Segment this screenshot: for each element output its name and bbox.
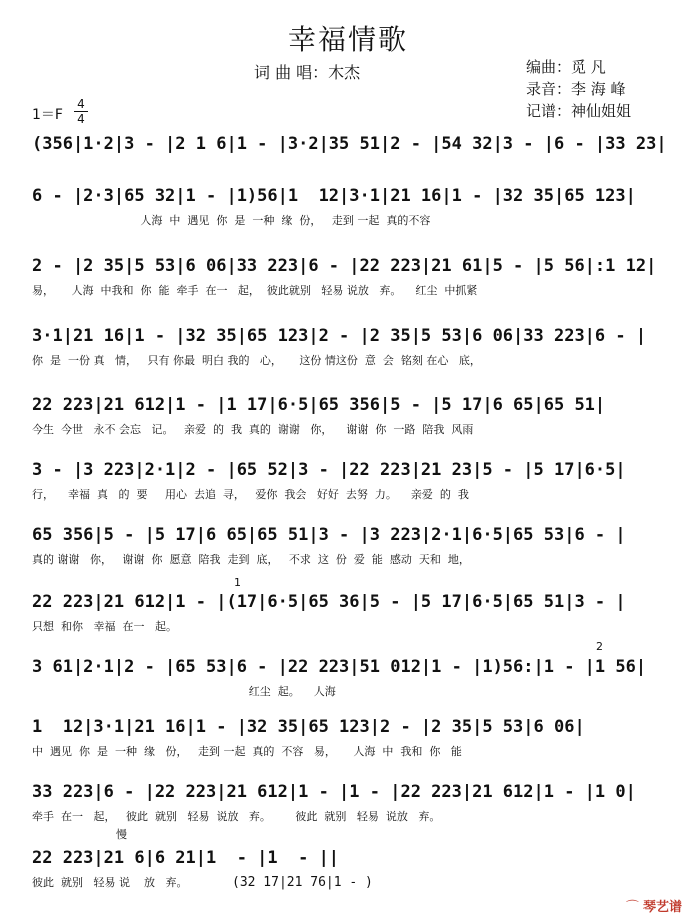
slow-mark: 慢	[116, 828, 127, 841]
notes-line: 3·1|21 16|1 - |32 35|65 123|2 - |2 35|5 53|6 06|33 223|6 - |	[32, 326, 647, 346]
score-row	[32, 460, 662, 502]
score-row	[32, 186, 662, 228]
notes-line: 2 - |2 35|5 53|6 06|33 223|6 - |22 223|21 61|5 - |5 56|:1 12|	[32, 256, 657, 276]
score-row	[32, 592, 662, 634]
lyrics-line: 你 是 一份 真 情， 只有 你最 明白 我的 心， 这份 情这份 意 会 铭刻 在心 底，	[32, 354, 481, 367]
logo-text: 琴艺谱	[642, 900, 682, 915]
notes-line: 6 - |2·3|65 32|1 - |1)56|1 12|3·1|21 16|1 - |32 35|65 123|	[32, 186, 636, 206]
score-row	[32, 326, 662, 368]
lyrics-line: 人海 中 遇见 你 是 一种 缘 份， 走到 一起 真的不容	[32, 214, 431, 227]
score-row	[32, 717, 662, 759]
score-row	[32, 256, 662, 298]
logo-icon: ⌒	[625, 900, 639, 915]
lyrics-line: 今生 今世 永不 会忘 记。 亲爱 的 我 真的 谢谢 你， 谢谢 你 一路 陪我 风雨	[32, 423, 474, 436]
notes-line: 22 223|21 612|1 - |(17|6·5|65 36|5 - |5 17|6·5|65 51|3 - |	[32, 592, 626, 612]
credits-block	[526, 56, 631, 122]
lyrics-line: 红尘 起。 人海	[32, 685, 336, 698]
site-logo	[626, 896, 682, 915]
notes-line: 22 223|21 6|6 21|1 - |1 - ||	[32, 848, 340, 868]
notes-line: (356|1·2|3 - |2 1 6|1 - |3·2|35 51|2 - |54 32|3 - |6 - |33 23|	[32, 134, 667, 154]
notes-line: 3 61|2·1|2 - |65 53|6 - |22 223|51 012|1 - |1)56:|1 - |1 56|	[32, 657, 647, 677]
lyrics-line: 只想 和你 幸福 在一 起。	[32, 620, 177, 633]
lyricist-credit: 词 曲 唱：木杰	[254, 63, 361, 82]
lyrics-line: 彼此 就别 轻易 说 放 弃。	[32, 876, 188, 889]
notes-line: 3 - |3 223|2·1|2 - |65 52|3 - |22 223|21 23|5 - |5 17|6·5|	[32, 460, 626, 480]
time-signature	[74, 98, 88, 125]
tail-notes: (32 17|21 76|1 - )	[232, 875, 373, 890]
lyrics-line: 行， 幸福 真 的 要 用心 去追 寻， 爱你 我会 好好 去努 力。 亲爱 的 我	[32, 488, 469, 501]
arranger-credit: 编曲：觅 凡	[526, 58, 606, 76]
page-title: 幸福情歌	[287, 23, 408, 56]
lyrics-line: 易， 人海 中我和 你 能 牵手 在一 起， 彼此就别 轻易 说放 弃。 红尘 中抓紧	[32, 284, 478, 297]
lyrics-line: 牵手 在一 起， 彼此 就别 轻易 说放 弃。 彼此 就别 轻易 说放 弃。	[32, 810, 441, 823]
score-row	[32, 134, 667, 160]
time-top: 4	[77, 97, 85, 111]
notes-line: 22 223|21 612|1 - |1 17|6·5|65 356|5 - |5 17|6 65|65 51|	[32, 395, 606, 415]
time-bottom: 4	[77, 112, 85, 126]
transcriber-credit: 记谱：神仙姐姐	[526, 102, 632, 120]
score-row	[32, 395, 662, 437]
recording-credit: 录音：李 海 峰	[526, 80, 626, 98]
lyrics-line: 真的 谢谢 你， 谢谢 你 愿意 陪我 走到 底， 不求 这 份 爱 能 感动 天和 地，	[32, 553, 470, 566]
volta-1-mark: 1	[234, 576, 241, 589]
score-row	[32, 657, 662, 699]
notes-line: 33 223|6 - |22 223|21 612|1 - |1 - |22 223|21 612|1 - |1 0|	[32, 782, 636, 802]
volta-2-mark: 2	[596, 640, 603, 653]
key-signature: 1＝F	[32, 107, 63, 123]
notes-line: 65 356|5 - |5 17|6 65|65 51|3 - |3 223|2·1|6·5|65 53|6 - |	[32, 525, 626, 545]
score-row	[32, 782, 662, 824]
notes-line: 1 12|3·1|21 16|1 - |32 35|65 123|2 - |2 35|5 53|6 06|	[32, 717, 585, 737]
lyrics-line: 中 遇见 你 是 一种 缘 份， 走到 一起 真的 不容 易， 人海 中 我和 你 能	[32, 745, 462, 758]
score-row	[32, 525, 662, 567]
